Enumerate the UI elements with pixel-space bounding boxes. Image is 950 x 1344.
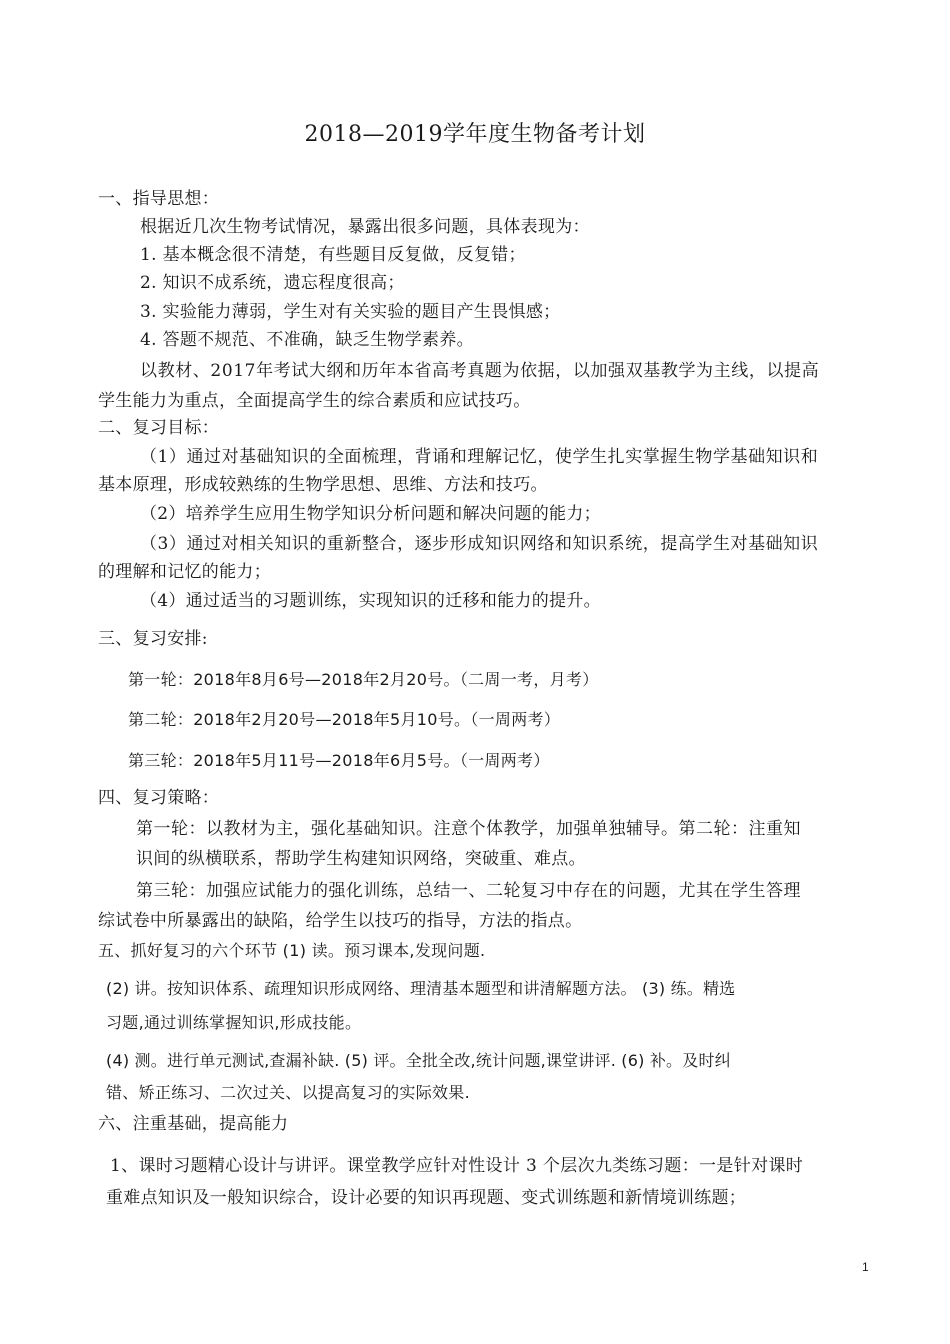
paragraph-line: 第三轮：加强应试能力的强化训练，总结一、二轮复习中存在的问题，尤其在学生答理 (136, 881, 801, 901)
paragraph-line: 以教材、2017年考试大纲和历年本省高考真题为依据，以加强双基教学为主线，以提高 (140, 361, 820, 381)
paragraph-line: （2）培养学生应用生物学知识分析问题和解决问题的能力； (140, 504, 601, 524)
paragraph-line: 错、矫正练习、二次过关、以提高复习的实际效果. (106, 1083, 470, 1102)
paragraph-line: (4) 测。进行单元测试,查漏补缺. (5) 评。全批全改,统计问题,课堂讲评. (6) 补。及时纠 (106, 1051, 731, 1070)
paragraph-line: （4）通过适当的习题训练，实现知识的迁移和能力的提升。 (140, 591, 601, 611)
schedule-round-1: 第一轮：2018年8月6号—2018年2月20号。（二周一考，月考） (128, 670, 599, 689)
paragraph-line: 识间的纵横联系，帮助学生构建知识网络，突破重、难点。 (136, 849, 586, 869)
schedule-round-3: 第三轮：2018年5月11号—2018年6月5号。（一周两考） (128, 751, 550, 770)
paragraph-line: 第一轮：以教材为主，强化基础知识。注意个体教学，加强单独辅导。第二轮：注重知 (136, 819, 801, 839)
list-item: 1. 基本概念很不清楚，有些题目反复做，反复错； (140, 245, 526, 265)
paragraph-line: （3）通过对相关知识的重新整合，逐步形成知识网络和知识系统，提高学生对基础知识 (140, 534, 819, 554)
paragraph-line: 根据近几次生物考试情况，暴露出很多问题，具体表现为： (140, 217, 590, 237)
paragraph-line: （1）通过对基础知识的全面梳理，背诵和理解记忆，使学生扎实掌握生物学基础知识和 (140, 447, 819, 467)
list-item: 2. 知识不成系统，遗忘程度很高； (140, 273, 405, 293)
paragraph-line: 1、课时习题精心设计与讲评。课堂教学应针对性设计 3 个层次九类练习题：一是针对课时 (110, 1156, 804, 1176)
section-heading-5: 五、抓好复习的六个环节 (1) 读。预习课本,发现问题. (98, 941, 486, 960)
section-heading-3: 三、复习安排: (98, 629, 208, 649)
section-heading-2: 二、复习目标： (98, 418, 220, 438)
paragraph-line: (2) 讲。按知识体系、疏理知识形成网络、理清基本题型和讲清解题方法。 (3) 练。精选 (106, 979, 736, 998)
paragraph-line: 学生能力为重点，全面提高学生的综合素质和应试技巧。 (98, 391, 531, 411)
list-item: 4. 答题不规范、不准确，缺乏生物学素养。 (140, 330, 474, 350)
paragraph-line: 基本原理，形成较熟练的生物学思想、思维、方法和技巧。 (98, 475, 548, 495)
document-title: 2018—2019学年度生物备考计划 (304, 122, 646, 147)
page-number: 1 (862, 1260, 869, 1274)
section-heading-6: 六、注重基础，提高能力 (98, 1114, 289, 1134)
paragraph-line: 习题,通过训练掌握知识,形成技能。 (106, 1013, 362, 1032)
paragraph-line: 综试卷中所暴露出的缺陷，给学生以技巧的指导，方法的指点。 (98, 911, 583, 931)
paragraph-line: 重难点知识及一般知识综合，设计必要的知识再现题、变式训练题和新情境训练题； (106, 1188, 747, 1208)
paragraph-line: 的理解和记忆的能力； (98, 562, 271, 582)
section-heading-4: 四、复习策略： (98, 788, 220, 808)
list-item: 3. 实验能力薄弱，学生对有关实验的题目产生畏惧感； (140, 302, 561, 322)
section-heading-1: 一、指导思想： (98, 189, 220, 209)
schedule-round-2: 第二轮：2018年2月20号—2018年5月10号。（一周两考） (128, 710, 561, 729)
